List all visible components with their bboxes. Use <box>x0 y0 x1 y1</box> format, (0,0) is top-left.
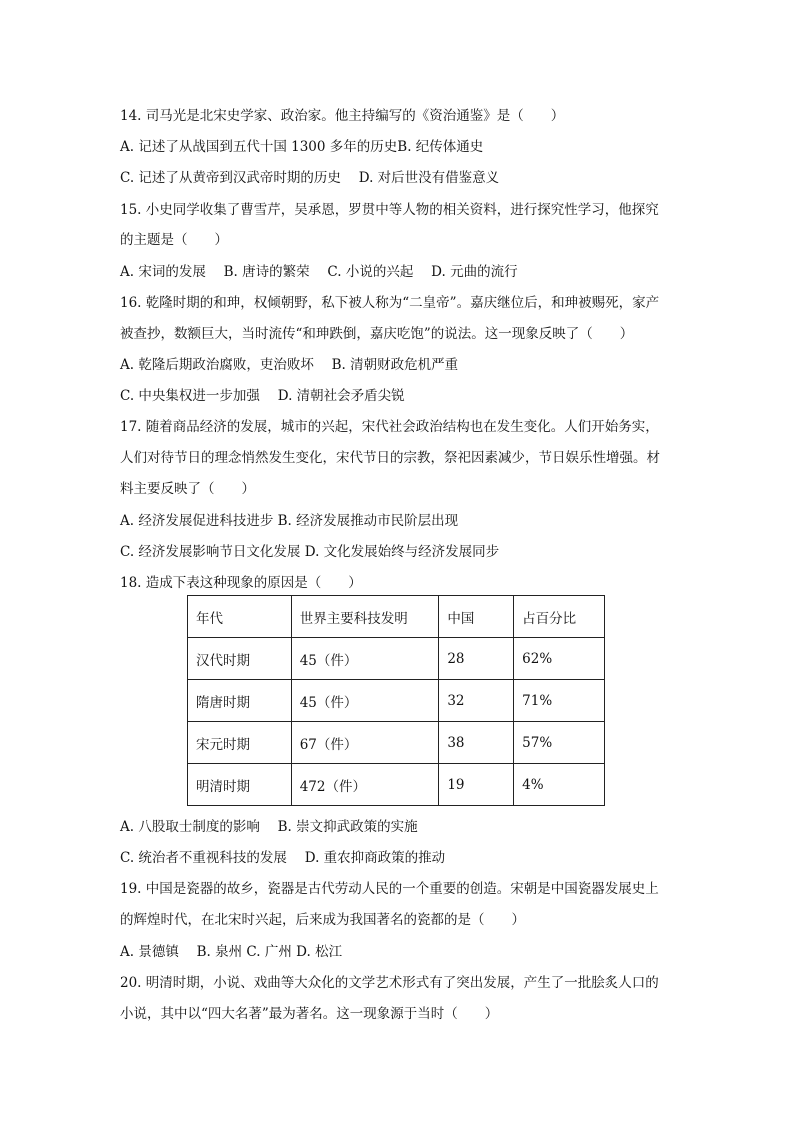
table-row <box>188 722 605 764</box>
table-cell: 32 <box>439 680 514 722</box>
table-cell: 28 <box>439 638 514 680</box>
table-cell: 472（件） <box>291 764 439 806</box>
inventions-table <box>187 595 605 806</box>
q14-options-cd: C. 记述了从黄帝到汉武帝时期的历史 D. 对后世没有借鉴意义 <box>120 170 500 186</box>
table-header-cell: 世界主要科技发明 <box>291 596 439 638</box>
table-cell: 38 <box>439 722 514 764</box>
table-row <box>188 764 605 806</box>
q17-stem-line1: 17. 随着商品经济的发展，城市的兴起，宋代社会政治结构也在发生变化。人们开始务实， <box>120 419 659 435</box>
table-cell: 67（件） <box>291 722 439 764</box>
table-header-row <box>188 596 605 638</box>
q14-options-ab: A. 记述了从战国到五代十国 1300 多年的历史B. 纪传体通史 <box>120 139 484 155</box>
q17-options-cd: C. 经济发展影响节日文化发展 D. 文化发展始终与经济发展同步 <box>120 544 500 560</box>
table-cell: 71% <box>514 680 605 722</box>
q18-options-cd: C. 统治者不重视科技的发展 D. 重农抑商政策的推动 <box>120 850 446 866</box>
q18-options-ab: A. 八股取士制度的影响 B. 崇文抑武政策的实施 <box>120 819 418 835</box>
q17-stem-line2: 人们对待节日的理念悄然发生变化，宋代节日的宗教，祭祀因素减少，节日娱乐性增强。材 <box>120 450 660 466</box>
table-row <box>188 680 605 722</box>
table-header-cell: 年代 <box>188 596 292 638</box>
table-cell: 隋唐时期 <box>188 680 292 722</box>
q19-stem-line2: 的辉煌时代，在北宋时兴起，后来成为我国著名的瓷都的是（ ） <box>120 912 525 928</box>
table-cell: 汉代时期 <box>188 638 292 680</box>
q16-stem-line1: 16. 乾隆时期的和珅，权倾朝野，私下被人称为“二皇帝”。嘉庆继位后，和珅被赐死，家产 <box>120 295 660 311</box>
q16-options-ab: A. 乾隆后期政治腐败，吏治败坏 B. 清朝财政危机严重 <box>120 357 459 373</box>
q20-stem-line2: 小说，其中以“四大名著”最为著名。这一现象源于当时（ ） <box>120 1006 499 1022</box>
table-header-cell: 占百分比 <box>514 596 605 638</box>
table-row <box>188 638 605 680</box>
q18-stem: 18. 造成下表这种现象的原因是（ ） <box>120 575 362 591</box>
q15-options: A. 宋词的发展 B. 唐诗的繁荣 C. 小说的兴起 D. 元曲的流行 <box>120 264 518 280</box>
q19-stem-line1: 19. 中国是瓷器的故乡，瓷器是古代劳动人民的一个重要的创造。宋朝是中国瓷器发展史上 <box>120 881 659 897</box>
q20-stem-line1: 20. 明清时期，小说、戏曲等大众化的文学艺术形式有了突出发展，产生了一批脍炙人口的 <box>120 975 659 991</box>
table-cell: 宋元时期 <box>188 722 292 764</box>
table-cell: 19 <box>439 764 514 806</box>
q19-options: A. 景德镇 B. 泉州 C. 广州 D. 松江 <box>120 944 343 960</box>
q15-stem-line2: 的主题是（ ） <box>120 232 228 248</box>
table-cell: 45（件） <box>291 638 439 680</box>
q17-options-ab: A. 经济发展促进科技进步 B. 经济发展推动市民阶层出现 <box>120 513 459 529</box>
table-cell: 62% <box>514 638 605 680</box>
table-cell: 明清时期 <box>188 764 292 806</box>
q15-stem-line1: 15. 小史同学收集了曹雪芹，吴承恩，罗贯中等人物的相关资料，进行探究性学习，他探究 <box>120 202 659 218</box>
table-header-cell: 中国 <box>439 596 514 638</box>
table-cell: 57% <box>514 722 605 764</box>
table-cell: 45（件） <box>291 680 439 722</box>
q16-stem-line2: 被查抄，数额巨大，当时流传“和珅跌倒，嘉庆吃饱”的说法。这一现象反映了（ ） <box>120 326 634 342</box>
q14-stem: 14. 司马光是北宋史学家、政治家。他主持编写的《资治通鉴》是（ ） <box>120 108 565 124</box>
table-cell: 4% <box>514 764 605 806</box>
q17-stem-line3: 料主要反映了（ ） <box>120 481 255 497</box>
q16-options-cd: C. 中央集权进一步加强 D. 清朝社会矛盾尖锐 <box>120 388 405 404</box>
